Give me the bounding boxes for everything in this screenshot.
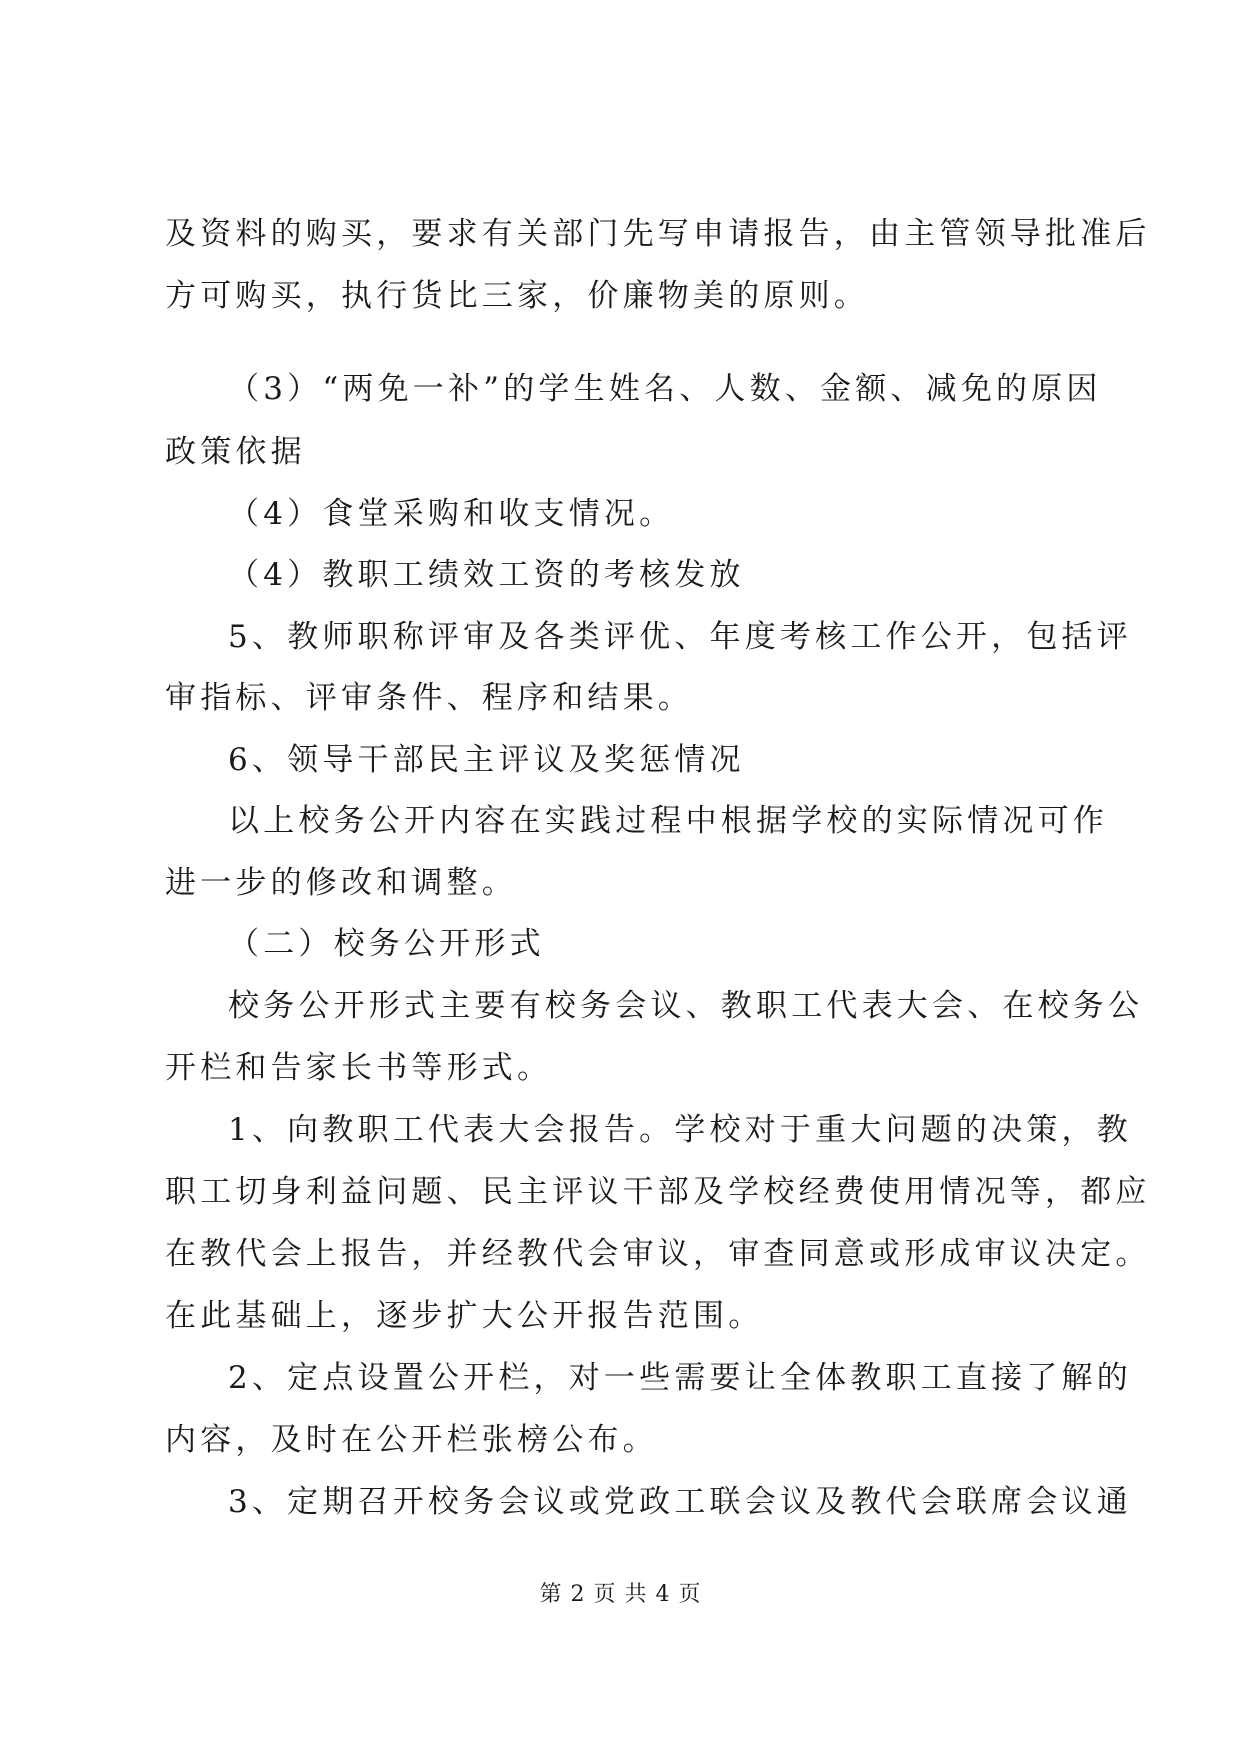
text-line: 及资料的购买，要求有关部门先写申请报告，由主管领导批准后 <box>165 216 1151 252</box>
text-line: 6、领导干部民主评议及奖惩情况 <box>228 742 745 778</box>
text-line: 开栏和告家长书等形式。 <box>165 1050 553 1086</box>
text-line: 进一步的修改和调整。 <box>165 865 517 901</box>
text-line: 5、教师职称评审及各类评优、年度考核工作公开，包括评 <box>228 619 1132 655</box>
page-number-footer: 第 2 页 共 4 页 <box>539 1582 702 1607</box>
text-line: （二）校务公开形式 <box>228 926 545 962</box>
text-line: 职工切身利益问题、民主评议干部及学校经费使用情况等，都应 <box>165 1174 1151 1210</box>
text-line: （4）教职工绩效工资的考核发放 <box>228 557 745 593</box>
text-line: 在此基础上，逐步扩大公开报告范围。 <box>165 1298 764 1334</box>
text-line: 2、定点设置公开栏，对一些需要让全体教职工直接了解的 <box>228 1360 1132 1396</box>
text-line: 1、向教职工代表大会报告。学校对于重大问题的决策，教 <box>228 1112 1132 1148</box>
text-line: 内容，及时在公开栏张榜公布。 <box>165 1422 658 1458</box>
text-line: 审指标、评审条件、程序和结果。 <box>165 680 693 716</box>
text-line: 政策依据 <box>165 434 306 470</box>
text-line: 3、定期召开校务会议或党政工联会议及教代会联席会议通 <box>228 1484 1132 1520</box>
text-line: （3）“两免一补”的学生姓名、人数、金额、减免的原因 <box>228 371 1102 407</box>
text-line: 方可购买，执行货比三家，价廉物美的原则。 <box>165 278 869 314</box>
text-line: 以上校务公开内容在实践过程中根据学校的实际情况可作 <box>228 803 1108 839</box>
text-line: 校务公开形式主要有校务会议、教职工代表大会、在校务公 <box>228 988 1144 1024</box>
text-line: （4）食堂采购和收支情况。 <box>228 496 675 532</box>
text-line: 在教代会上报告，并经教代会审议，审查同意或形成审议决定。 <box>165 1236 1151 1272</box>
